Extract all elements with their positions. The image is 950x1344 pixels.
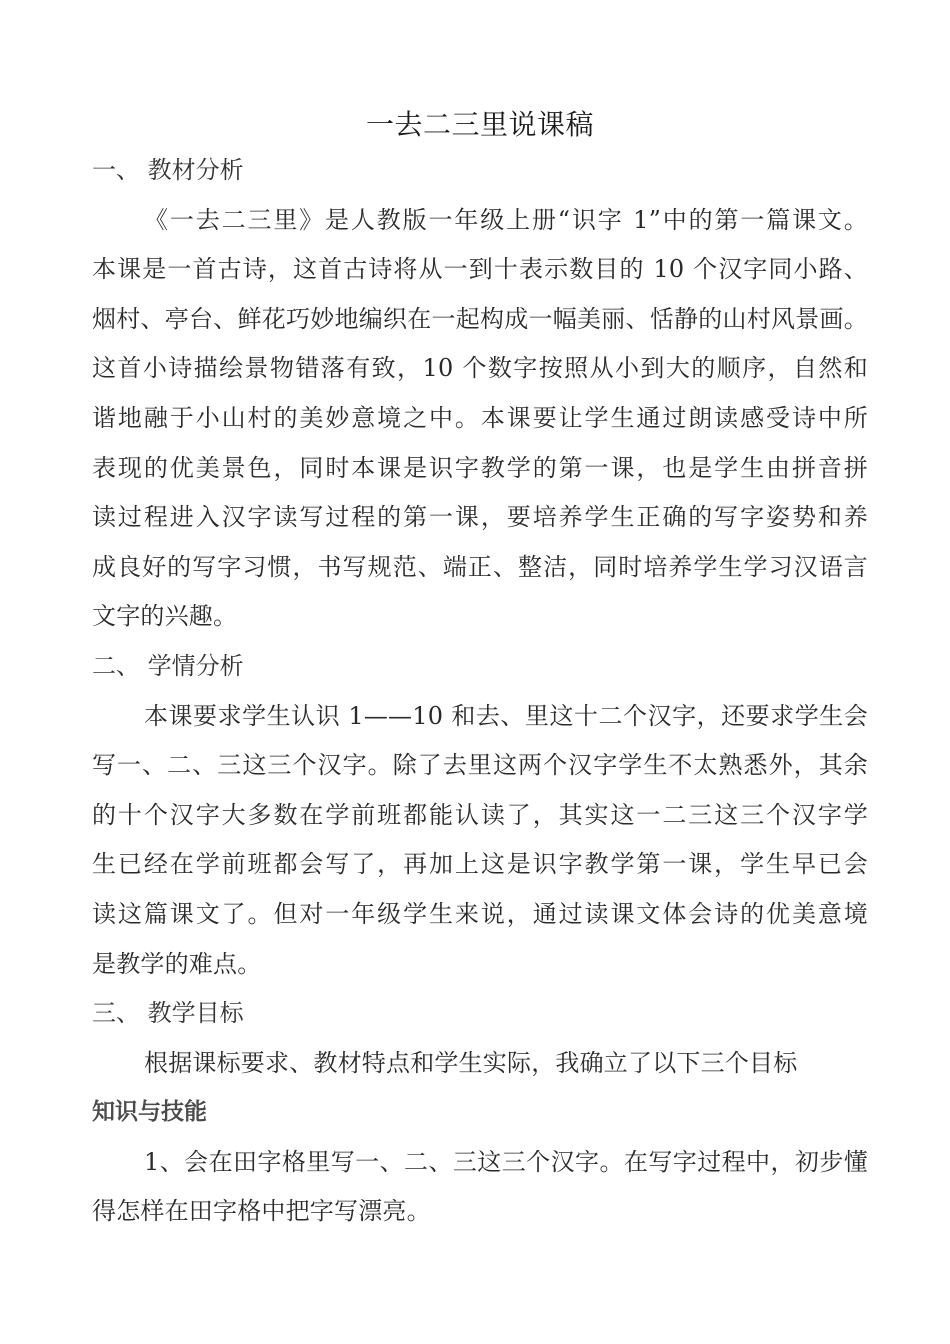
paragraph-line: 写一、二、三这三个汉字。除了去里这两个汉字学生不太熟悉外，其余 (92, 751, 868, 780)
document-title: 一去二三里说课稿 (365, 108, 594, 141)
paragraph-textbook-analysis (92, 196, 868, 642)
paragraph-line: 谐地融于小山村的美妙意境之中。本课要让学生通过朗读感受诗中所 (92, 403, 868, 432)
subheading-knowledge-skills: 知识与技能 (92, 1099, 207, 1126)
paragraph-teaching-goals (92, 1039, 868, 1089)
paragraph-line: 表现的优美景色，同时本课是识字教学的第一课，也是学生由拼音拼 (92, 453, 868, 482)
paragraph-line: 读过程进入汉字读写过程的第一课，要培养学生正确的写字姿势和养 (92, 503, 868, 532)
paragraph-line: 这首小诗描绘景物错落有致，10 个数字按照从小到大的顺序，自然和 (92, 354, 868, 383)
paragraph-line: 烟村、亭台、鲜花巧妙地编织在一起构成一幅美丽、恬静的山村风景画。 (92, 304, 868, 333)
paragraph-line: 《一去二三里》是人教版一年级上册“识字 1”中的第一篇课文。 (144, 205, 868, 234)
paragraph-line: 本课要求学生认识 1——10 和去、里这十二个汉字，还要求学生会 (144, 701, 868, 730)
section-heading-student-analysis: 二、 学情分析 (92, 651, 244, 680)
section-heading-textbook-analysis: 一、 教材分析 (92, 156, 244, 184)
paragraph-line: 是教学的难点。 (92, 949, 262, 978)
paragraph-line: 成良好的写字习惯，书写规范、端正、整洁，同时培养学生学习汉语言 (92, 552, 868, 581)
paragraph-line: 得怎样在田字格中把字写漂亮。 (92, 1197, 431, 1226)
paragraph-line: 1、会在田字格里写一、二、三这三个汉字。在写字过程中，初步懂 (144, 1147, 868, 1176)
paragraph-student-analysis (92, 692, 868, 990)
paragraph-line: 文字的兴趣。 (92, 602, 238, 631)
paragraph-line: 本课是一首古诗，这首古诗将从一到十表示数目的 10 个汉字同小路、 (92, 255, 868, 284)
paragraph-line: 的十个汉字大多数在学前班都能认读了，其实这一二三这三个汉字学 (92, 800, 868, 829)
document-page (92, 100, 868, 1237)
paragraph-knowledge-skills (92, 1138, 868, 1237)
section-heading-teaching-goals: 三、 教学目标 (92, 999, 244, 1028)
paragraph-line: 根据课标要求、教材特点和学生实际，我确立了以下三个目标 (144, 1048, 798, 1077)
paragraph-line: 读这篇课文了。但对一年级学生来说，通过读课文体会诗的优美意境 (92, 899, 868, 928)
paragraph-line: 生已经在学前班都会写了，再加上这是识字教学第一课，学生早已会 (92, 850, 868, 879)
